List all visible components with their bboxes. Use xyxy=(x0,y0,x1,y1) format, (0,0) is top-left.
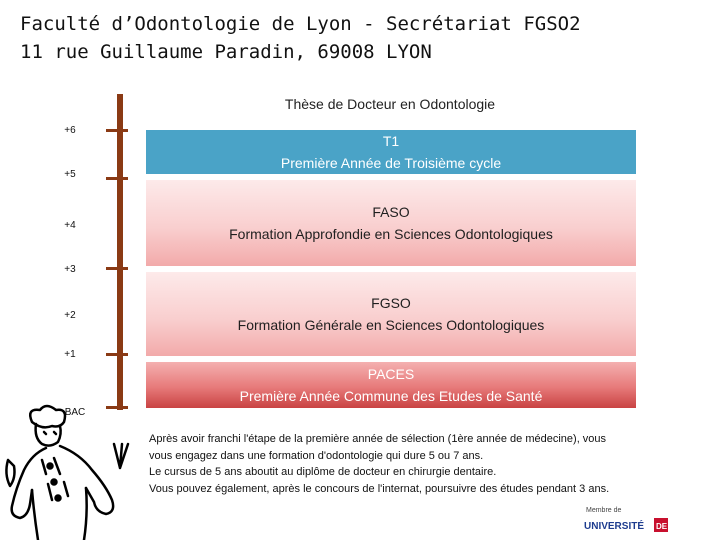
stage-code: FGSO xyxy=(371,295,411,311)
svg-text:DE LYON: DE LYON xyxy=(656,522,691,531)
timeline-tick xyxy=(106,353,128,356)
stage-name: Formation Approfondie en Sciences Odontologiques xyxy=(229,226,553,242)
description-line: Le cursus de 5 ans aboutit au diplôme de docteur en chirurgie dentaire. xyxy=(149,466,497,478)
year-label-plus2: +2 xyxy=(64,310,76,321)
stage-box-fgso xyxy=(146,272,636,356)
page-header xyxy=(20,10,581,66)
year-label-bac: BAC xyxy=(64,407,86,418)
year-label-plus1: +1 xyxy=(64,349,76,360)
timeline-axis xyxy=(117,94,123,410)
stage-name: Première Année de Troisième cycle xyxy=(280,155,502,171)
svg-text:Membre de: Membre de xyxy=(586,507,622,514)
year-label-plus6: +6 xyxy=(64,125,76,136)
year-label-plus5: +5 xyxy=(64,169,76,180)
year-label-plus4: +4 xyxy=(64,220,76,231)
header-title: Faculté d’Odontologie de Lyon - Secrétariat FGSO2 xyxy=(20,13,581,35)
timeline-tick xyxy=(106,267,128,270)
svg-text:UNIVERSITÉ: UNIVERSITÉ xyxy=(584,521,645,532)
stage-box-paces xyxy=(146,362,636,408)
stage-code: T1 xyxy=(382,133,400,149)
stage-code: FASO xyxy=(372,204,410,220)
description-text xyxy=(149,431,699,497)
stage-name: Formation Générale en Sciences Odontologiques xyxy=(237,317,545,333)
description-line: Après avoir franchi l'étape de la première année de sélection (1ère année de médecine), vous xyxy=(149,433,607,445)
diagram-title: Thèse de Docteur en Odontologie xyxy=(284,96,496,112)
stage-box-faso xyxy=(146,180,636,266)
universite-de-lyon-logo xyxy=(582,504,706,536)
chef-illustration xyxy=(2,404,142,540)
timeline-tick xyxy=(106,177,128,180)
description-line: Vous pouvez également, après le concours de l'internat, poursuivre des études pendant 3 ans. xyxy=(149,482,610,495)
stage-box-t1 xyxy=(146,130,636,174)
stage-code: PACES xyxy=(367,366,415,382)
timeline-tick xyxy=(106,129,128,132)
year-label-plus3: +3 xyxy=(64,264,76,275)
stage-name: Première Année Commune des Etudes de Santé xyxy=(239,388,543,404)
header-address: 11 rue Guillaume Paradin, 69008 LYON xyxy=(20,41,432,63)
description-line: vous engagez dans une formation d'odontologie qui dure 5 ou 7 ans. xyxy=(149,449,484,462)
